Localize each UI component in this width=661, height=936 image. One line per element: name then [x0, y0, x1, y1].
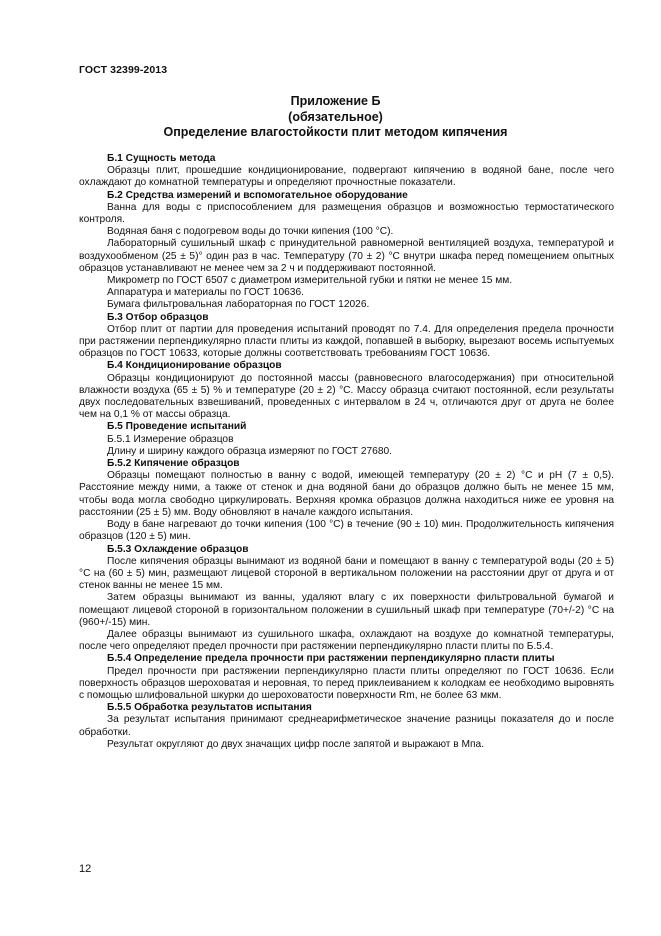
paragraph: Образцы плит, прошедшие кондиционирование, подвергают кипячению в водяной бане, после чего охлаждают до комнатной температуры и определяют прочностные показатели.: [79, 165, 614, 189]
paragraph: Бумага фильтровальная лабораторная по ГОСТ 12026.: [107, 299, 370, 311]
section-heading: Б.5.3 Охлаждение образцов: [107, 543, 249, 555]
annex-kind: (обязательное): [288, 110, 383, 124]
paragraph: Отбор плит от партии для проведения испытаний проводят по 7.4. Для определения предела прочности при растяжении перпендикулярно пласти плиты из каждой, попавшей в выборку, вырезают восемь испытуемых образцов по ГОСТ 10633, которые должны соответствовать требованиям ГОСТ 10636.: [79, 323, 614, 360]
paragraph: После кипячения образцы вынимают из водяной бани и помещают в ванну с температурой воды (20 ± 5) °С на (60 ± 5) мин, размещают лицевой стороной в вертикальном положении на расстоянии друг от друга и от стенок ванны не менее 15 мм.: [79, 555, 614, 592]
paragraph: Образцы кондиционируют до постоянной массы (равновесного влагосодержания) при относительной влажности воздуха (65 ± 5) % и температуре (20 ± 2) °С. Массу образца считают постоянной, если результаты двух последовательных взвешиваний, проведенных с интервалом в 24 ч, отличаются друг от друга не более чем на 0,1 % от массы образца.: [79, 372, 614, 421]
paragraph: Воду в бане нагревают до точки кипения (100 °С) в течение (90 ± 10) мин. Продолжительность кипячения образцов (120 ± 5) мин.: [79, 519, 614, 543]
paragraph: Ванна для воды с приспособлением для размещения образцов и возможностью термостатического контроля.: [79, 201, 614, 226]
paragraph: За результат испытания принимают среднеарифметическое значение разницы показателя до и после обработки.: [79, 714, 614, 738]
section-heading: Б.4 Кондиционирование образцов: [107, 360, 282, 372]
annex-title: Приложение Б: [290, 94, 381, 108]
section-heading: Б.1 Сущность метода: [107, 153, 216, 164]
document-body: [79, 153, 614, 751]
paragraph: Лабораторный сушильный шкаф с принудительной равномерной вентиляцией воздуха, температурой и воздухообменом (25 ± 5)° один раз в час. Температуру (70 ± 2) °С внутри шкафа перед помещением опытных образцов устанавливают не менее чем за 2 ч и поддерживают постоянной.: [79, 238, 614, 274]
paragraph: Аппаратура и материалы по ГОСТ 10636.: [107, 287, 304, 299]
annex-name: Определение влагостойкости плит методом кипячения: [163, 125, 508, 139]
paragraph: Микрометр по ГОСТ 6507 с диаметром измерительной губки и пятки не менее 15 мм.: [107, 275, 513, 287]
paragraph: Затем образцы вынимают из ванны, удаляют влагу с их поверхности фильтровальной бумагой и помещают лицевой стороной в горизонтальном положении в сушильный шкаф при температуре (70+/-2) °С на (960+/-15) мин.: [79, 592, 614, 628]
paragraph: Образцы помещают полностью в ванну с водой, имеющей температуру (20 ± 2) °С и pH (7 ± 0,5). Расстояние между ними, а также от стенок и дна водяной бани до образцов должно быть не менее 15 мм, чтобы вода могла свободно циркулировать. Верхняя кромка образцов должна находиться ниже ее уровня на расстоянии (25 ± 5) мм. Воду обновляют в начале каждого испытания.: [79, 470, 614, 518]
section-heading: Б.5.2 Кипячение образцов: [107, 458, 240, 470]
section-heading: Б.5.5 Обработка результатов испытания: [107, 702, 312, 714]
page-number: 12: [79, 863, 92, 875]
paragraph: Результат округляют до двух значащих цифр после запятой и выражают в Мпа.: [107, 738, 485, 750]
subsection-heading: Б.5.1 Измерение образцов: [107, 433, 234, 445]
section-heading: Б.2 Средства измерений и вспомогательное оборудование: [107, 189, 408, 201]
section-heading: Б.3 Отбор образцов: [107, 311, 209, 323]
paragraph: Далее образцы вынимают из сушильного шкафа, охлаждают на воздухе до комнатной температуры, после чего определяют предел прочности при растяжении перпендикулярно пласти плиты по Б.5.4.: [79, 628, 614, 653]
paragraph: Длину и ширину каждого образца измеряют по ГОСТ 27680.: [107, 445, 392, 457]
paragraph: Водяная баня с подогревом воды до точки кипения (100 °С).: [107, 226, 394, 238]
section-heading: Б.5.4 Определение предела прочности при растяжении перпендикулярно пласти плиты: [107, 653, 555, 665]
document-code: ГОСТ 32399-2013: [79, 64, 168, 76]
paragraph: Предел прочности при растяжении перпендикулярно пласти плиты определяют по ГОСТ 10636. Если поверхность образцов шероховатая и неровная, то перед приклеиванием к колодкам ее необходимо выровнять с помощью шлифовальной шкурки до шероховатости поверхности Rm, не более 63 мкм.: [79, 665, 614, 701]
section-heading: Б.5 Проведение испытаний: [107, 421, 247, 433]
